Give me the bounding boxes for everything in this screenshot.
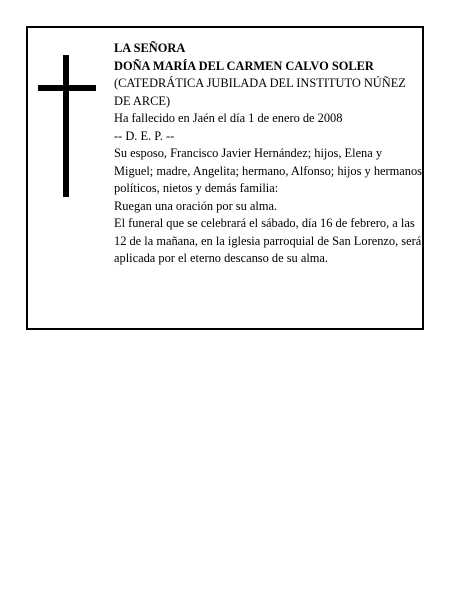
cross-icon: [38, 55, 96, 197]
rip-line: -- D. E. P. --: [114, 128, 175, 143]
cross-horizontal-bar: [38, 85, 96, 91]
deceased-name: DOÑA MARÍA DEL CARMEN CALVO SOLER: [114, 58, 374, 73]
death-announcement: Ha fallecido en Jaén el día 1 de enero de 2008: [114, 111, 343, 125]
obituary-text: [114, 40, 422, 268]
cross-vertical-bar: [63, 55, 69, 197]
prayer-request: Ruegan una oración por su alma.: [114, 198, 278, 213]
obituary-notice: [26, 26, 424, 330]
deceased-role: (CATEDRÁTICA JUBILADA DEL INSTITUTO NÚÑEZ DE ARCE): [114, 76, 406, 108]
funeral-info: El funeral que se celebrará el sábado, día 16 de febrero, a las 12 de la mañana, en la iglesia parroquial de San Lorenzo, será aplicada por el eterno descanso de su alma.: [114, 216, 422, 265]
family-list: Su esposo, Francisco Javier Hernández; hijos, Elena y Miguel; madre, Angelita; hermano, Alfonso; hijos y hermanos políticos, nietos y demás familia:: [114, 146, 422, 195]
title: LA SEÑORA: [114, 41, 186, 55]
